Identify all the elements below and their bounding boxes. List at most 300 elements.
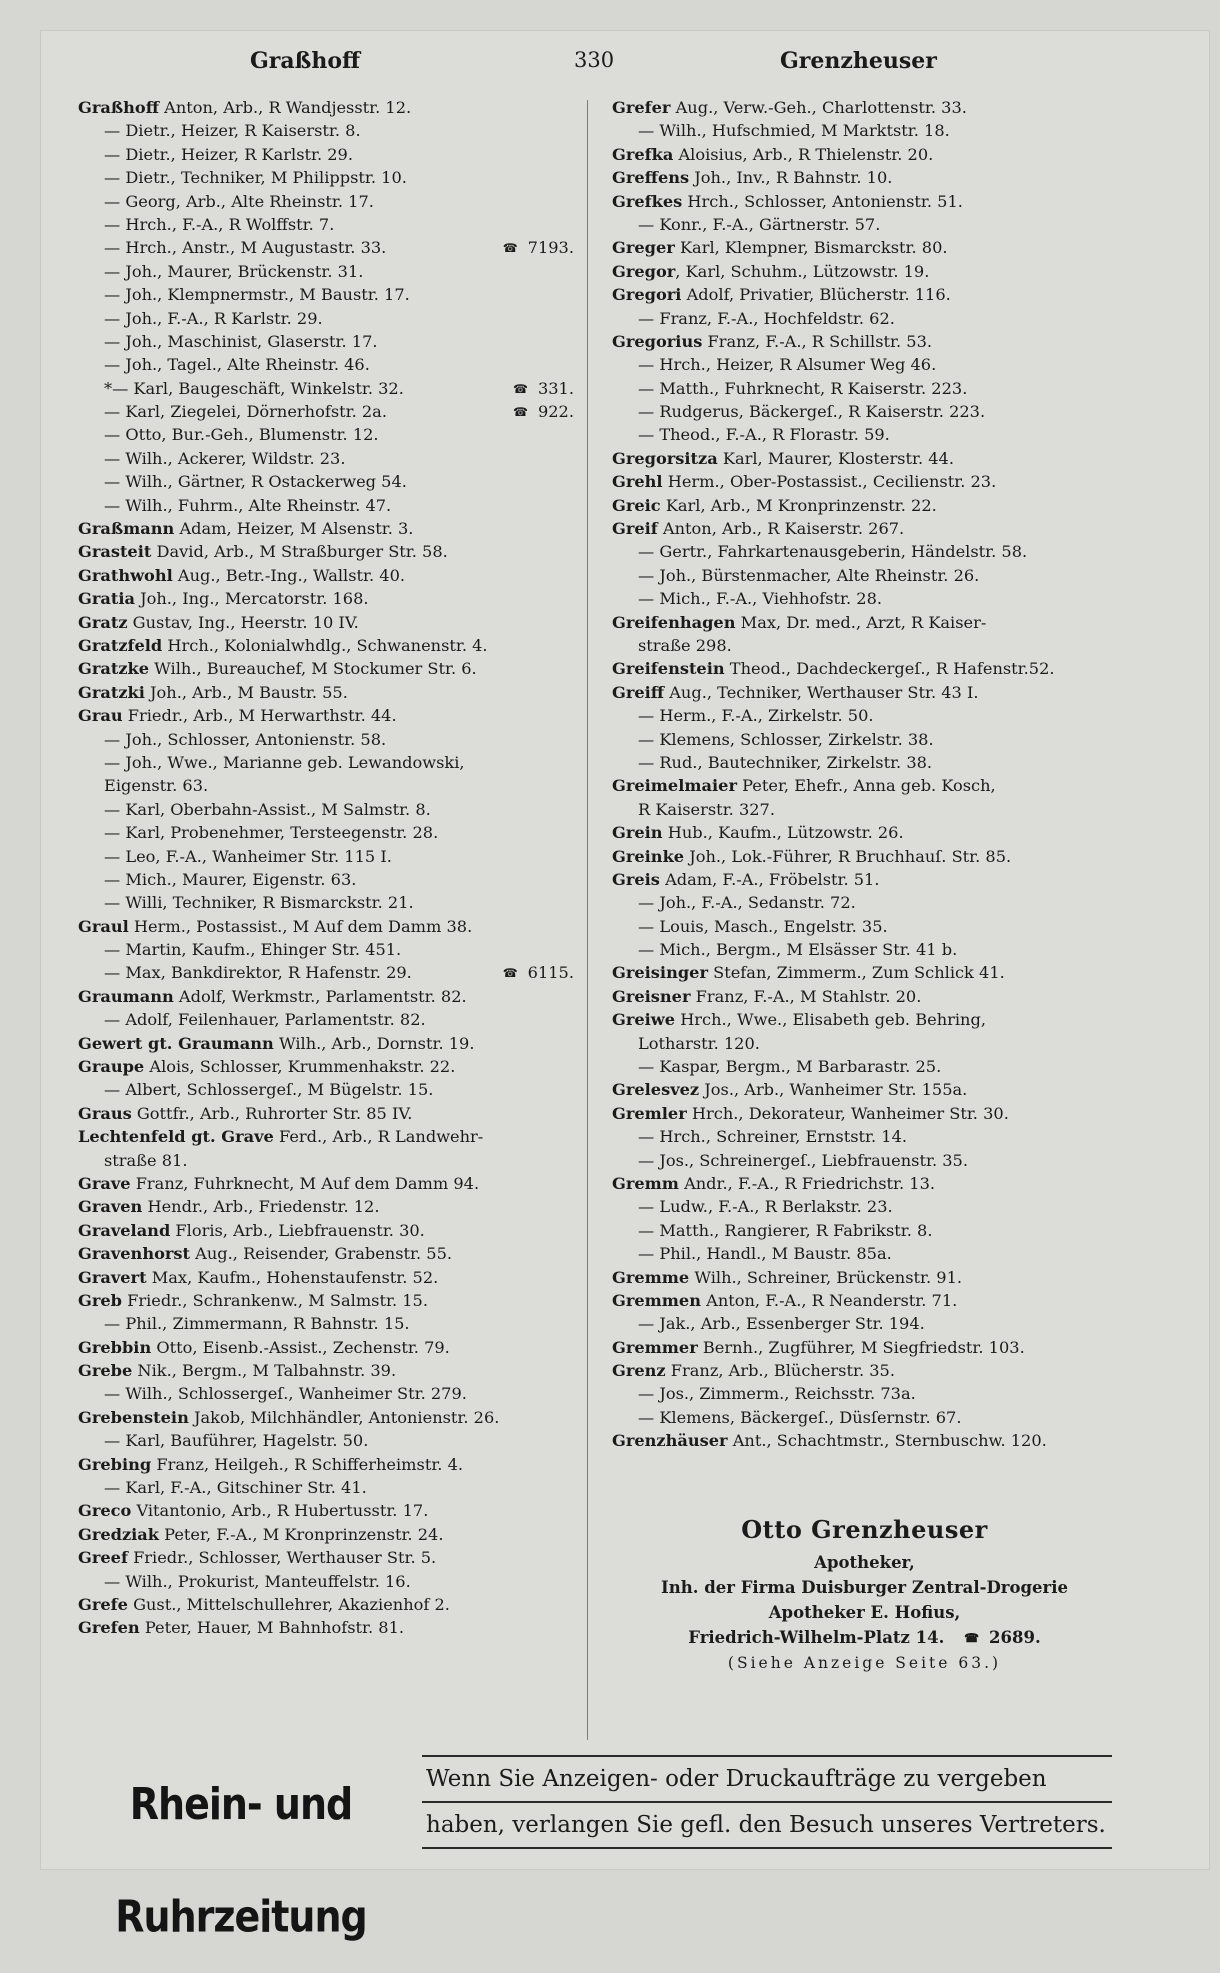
entry-surname: Graßmann — [78, 519, 175, 539]
directory-entry — [78, 774, 578, 797]
ad-phone-group — [964, 1628, 1041, 1647]
entry-text: — Karl, Oberbahn-Assist., M Salmstr. 8. — [104, 799, 431, 819]
entry-surname: Greinke — [612, 846, 685, 866]
entry-text: Andr., F.-A., R Friedrichstr. 13. — [678, 1173, 936, 1193]
entry-text: — Joh., Schlosser, Antonienstr. 58. — [104, 729, 387, 749]
entry-text: Herm., Ober-Postassist., Cecilienstr. 23. — [662, 472, 997, 492]
entry-surname: Gremmer — [612, 1337, 698, 1357]
directory-entry — [78, 1219, 578, 1242]
entry-surname: Gratzki — [78, 682, 145, 702]
entry-text: Joh., Inv., R Bahnstr. 10. — [689, 168, 893, 188]
entry-text: — Matth., Fuhrknecht, R Kaiserstr. 223. — [638, 378, 968, 398]
entry-text: — Joh., Klempnermstr., M Baustr. 17. — [104, 285, 410, 305]
entry-text: Friedr., Schlosser, Werthauser Str. 5. — [127, 1548, 437, 1568]
directory-entry — [612, 1219, 1117, 1242]
entry-text: — Karl, Ziegelei, Dörnerhofstr. 2a. — [104, 402, 387, 422]
directory-entry — [612, 143, 1117, 166]
directory-entry — [78, 447, 578, 470]
footer-line-1: Wenn Sie Anzeigen- oder Druckaufträge zu vergeben — [422, 1755, 1112, 1803]
directory-entry — [612, 307, 1117, 330]
entry-text: Bernh., Zugführer, M Siegfriedstr. 103. — [697, 1337, 1025, 1357]
directory-entry — [78, 681, 578, 704]
entry-text: Hrch., Kolonialwhdlg., Schwanenstr. 4. — [162, 635, 488, 655]
entry-text: Aloisius, Arb., R Thielenstr. 20. — [673, 144, 934, 164]
phone-number: 922. — [537, 402, 574, 422]
entry-text: Otto, Eisenb.-Assist., Zechenstr. 79. — [151, 1337, 450, 1357]
directory-entry — [78, 1289, 578, 1312]
entry-text: Aug., Techniker, Werthauser Str. 43 I. — [664, 682, 979, 702]
left-column — [78, 96, 578, 1640]
directory-entry — [78, 587, 578, 610]
directory-entry — [612, 774, 1117, 797]
directory-entry — [612, 1359, 1117, 1382]
directory-entry — [612, 494, 1117, 517]
directory-entry — [78, 1102, 578, 1125]
entry-text: Aug., Reisender, Grabenstr. 55. — [190, 1244, 453, 1264]
entry-text: — Hrch., Schreiner, Ernststr. 14. — [638, 1127, 908, 1147]
entry-text: — Otto, Bur.-Geh., Blumenstr. 12. — [104, 425, 379, 445]
entry-text: — Klemens, Schlosser, Zirkelstr. 38. — [638, 729, 934, 749]
entry-text: Ferd., Arb., R Landwehr- — [273, 1127, 484, 1147]
entry-text: Joh., Ing., Mercatorstr. 168. — [134, 589, 369, 609]
directory-entry — [78, 494, 578, 517]
entry-surname: Greisinger — [612, 963, 708, 983]
ad-see-page: (Siehe Anzeige Seite 63.) — [727, 1654, 1002, 1672]
entry-surname: Greisner — [612, 986, 691, 1006]
entry-text: — Wilh., Schlossergeſ., Wanheimer Str. 279. — [104, 1384, 467, 1404]
entry-text: Jos., Arb., Wanheimer Str. 155a. — [699, 1080, 968, 1100]
phone-icon: ☎ — [513, 381, 528, 396]
entry-text: Karl, Arb., M Kronprinzenstr. 22. — [660, 495, 937, 515]
directory-entry — [612, 681, 1117, 704]
directory-entry — [78, 1593, 578, 1616]
directory-entry — [612, 938, 1117, 961]
directory-entry — [612, 119, 1117, 142]
entry-text: Aug., Verw.-Geh., Charlottenstr. 33. — [670, 98, 967, 117]
directory-entry — [612, 540, 1117, 563]
entry-text: — Karl, Probenehmer, Tersteegenstr. 28. — [104, 823, 439, 843]
directory-entry — [612, 915, 1117, 938]
directory-entry — [612, 353, 1117, 376]
entry-text: — Phil., Zimmermann, R Bahnstr. 15. — [104, 1314, 410, 1334]
directory-entry — [612, 1289, 1117, 1312]
entry-surname: Grathwohl — [78, 565, 173, 585]
entry-text: Friedr., Arb., M Herwarthstr. 44. — [122, 706, 397, 726]
entry-surname: Grebe — [78, 1361, 133, 1381]
entry-text: David, Arb., M Straßburger Str. 58. — [151, 542, 448, 562]
entry-surname: Gremler — [612, 1103, 687, 1123]
entry-text: — Joh., Maschinist, Glaserstr. 17. — [104, 331, 378, 351]
directory-entry — [78, 330, 578, 353]
ad-firm-line-2: Apotheker E. Hofius, — [768, 1603, 961, 1622]
entry-text: Franz, Fuhrknecht, M Auf dem Damm 94. — [130, 1173, 480, 1193]
entry-text: Friedr., Schrankenw., M Salmstr. 15. — [121, 1290, 428, 1310]
entry-surname: Gratia — [78, 589, 135, 609]
entry-phone — [513, 377, 574, 400]
directory-entry — [612, 423, 1117, 446]
entry-text: Joh., Arb., M Baustr. 55. — [144, 682, 348, 702]
entry-text: — Jos., Schreinergeſ., Liebfrauenstr. 35. — [638, 1150, 968, 1170]
directory-entry — [612, 751, 1117, 774]
entry-text: Hrch., Wwe., Elisabeth geb. Behring, — [675, 1010, 986, 1030]
right-column — [612, 96, 1117, 1453]
directory-entry — [612, 1102, 1117, 1125]
entry-surname: Gremm — [612, 1173, 679, 1193]
phone-icon: ☎ — [502, 241, 518, 256]
directory-entry — [612, 517, 1117, 540]
directory-entry — [78, 1078, 578, 1101]
directory-entry — [78, 1453, 578, 1476]
directory-entry — [612, 447, 1117, 470]
entry-text: straße 81. — [104, 1150, 188, 1170]
entry-surname: Greb — [78, 1290, 122, 1310]
directory-entry — [78, 540, 578, 563]
entry-text: Theod., Dachdeckergeſ., R Hafenstr.52. — [724, 659, 1055, 679]
entry-text: Hrch., Schlosser, Antonienstr. 51. — [682, 191, 963, 211]
directory-entry — [78, 938, 578, 961]
entry-text: Gust., Mittelschullehrer, Akazienhof 2. — [127, 1595, 450, 1614]
entry-text: Anton, Arb., R Wandjesstr. 12. — [159, 98, 412, 117]
entry-surname: Gremme — [612, 1267, 690, 1287]
entry-surname: Greis — [612, 869, 660, 889]
directory-entry — [612, 236, 1117, 259]
directory-entry — [612, 166, 1117, 189]
entry-surname: Gregor — [612, 261, 676, 281]
entry-surname: Gravert — [78, 1267, 147, 1287]
entry-text: Hub., Kaufm., Lützowstr. 26. — [662, 823, 904, 843]
ad-phone: 2689. — [989, 1628, 1041, 1647]
entry-text: — Karl, Bauführer, Hagelstr. 50. — [104, 1431, 369, 1451]
entry-text: — Willi, Techniker, R Bismarckstr. 21. — [104, 893, 414, 913]
entry-phone — [503, 236, 574, 259]
entry-surname: Graven — [78, 1197, 143, 1217]
footer-ad — [70, 1755, 1120, 1942]
entry-surname: Graus — [78, 1103, 132, 1123]
entry-surname: Gregorsitza — [612, 448, 718, 468]
entry-text: — Max, Bankdirektor, R Hafenstr. 29. — [104, 963, 412, 983]
entry-text: Wilh., Bureauchef, M Stockumer Str. 6. — [149, 659, 477, 679]
entry-text: R Kaiserstr. 327. — [638, 799, 775, 819]
directory-entry — [612, 213, 1117, 236]
entry-surname: Greger — [612, 238, 675, 258]
entry-text: Adolf, Werkmstr., Parlamentstr. 82. — [173, 986, 467, 1006]
entry-text: — Martin, Kaufm., Ehinger Str. 451. — [104, 940, 402, 960]
entry-text: — Joh., F.-A., Sedanstr. 72. — [638, 893, 856, 913]
entry-text: — Rud., Bautechniker, Zirkelstr. 38. — [638, 752, 933, 772]
entry-text: — Wilh., Gärtner, R Ostackerweg 54. — [104, 472, 407, 492]
directory-entry — [78, 1032, 578, 1055]
entry-surname: Grau — [78, 706, 123, 726]
directory-entry — [78, 1406, 578, 1429]
directory-entry — [612, 1336, 1117, 1359]
entry-text: — Matth., Rangierer, R Fabrikstr. 8. — [638, 1220, 933, 1240]
directory-entry — [612, 891, 1117, 914]
entry-text: Hendr., Arb., Friedenstr. 12. — [142, 1197, 380, 1217]
entry-text: Herm., Postassist., M Auf dem Damm 38. — [128, 916, 473, 936]
entry-text: Karl, Maurer, Klosterstr. 44. — [717, 448, 954, 468]
entry-text: Max, Kaufm., Hohenstaufenstr. 52. — [146, 1267, 439, 1287]
entry-surname: Graumann — [78, 986, 174, 1006]
entry-text: Franz, F.-A., M Stahlstr. 20. — [690, 986, 922, 1006]
directory-entry — [78, 307, 578, 330]
directory-entry — [612, 1406, 1117, 1429]
directory-entry — [612, 190, 1117, 213]
entry-text: Gustav, Ing., Heerstr. 10 IV. — [127, 612, 359, 632]
directory-entry — [78, 190, 578, 213]
entry-text: — Mich., Maurer, Eigenstr. 63. — [104, 869, 357, 889]
entry-text: straße 298. — [638, 635, 732, 655]
entry-text: Anton, F.-A., R Neanderstr. 71. — [700, 1290, 958, 1310]
page-number: 330 — [574, 48, 615, 72]
directory-entry — [612, 798, 1117, 821]
ad-name: Otto Grenzheuser — [741, 1515, 988, 1544]
directory-entry — [612, 283, 1117, 306]
directory-entry — [78, 260, 578, 283]
entry-surname: Grenzhäuser — [612, 1431, 728, 1451]
phone-number: 6115. — [527, 963, 574, 983]
directory-entry — [78, 423, 578, 446]
entry-surname: Graßhoff — [78, 98, 159, 117]
entry-text: — Dietr., Heizer, R Kaiserstr. 8. — [104, 121, 361, 141]
entry-surname: Lechtenfeld gt. Grave — [78, 1127, 274, 1147]
directory-entry — [78, 96, 578, 119]
directory-entry — [612, 1172, 1117, 1195]
entry-surname: Grefer — [612, 98, 671, 117]
entry-text: — Mich., F.-A., Viehhofstr. 28. — [638, 589, 883, 609]
entry-text: Alois, Schlosser, Krummenhakstr. 22. — [144, 1057, 456, 1077]
entry-text: Franz, Arb., Blücherstr. 35. — [665, 1361, 895, 1381]
directory-entry — [78, 377, 578, 400]
entry-text: — Kaspar, Bergm., M Barbarastr. 25. — [638, 1057, 942, 1077]
entry-surname: Gregorius — [612, 331, 703, 351]
directory-entry — [612, 657, 1117, 680]
entry-text: Jakob, Milchhändler, Antonienstr. 26. — [188, 1407, 500, 1427]
directory-entry — [78, 1429, 578, 1452]
directory-entry — [78, 143, 578, 166]
entry-text: — Leo, F.-A., Wanheimer Str. 115 I. — [104, 846, 392, 866]
entry-text: Joh., Lok.-Führer, R Bruchhauſ. Str. 85. — [684, 846, 1012, 866]
directory-entry — [78, 1359, 578, 1382]
entry-text: — Dietr., Techniker, M Philippstr. 10. — [104, 168, 407, 188]
entry-surname: Grelesvez — [612, 1080, 700, 1100]
directory-entry — [78, 751, 578, 774]
entry-surname: Gregori — [612, 285, 682, 305]
directory-entry — [612, 634, 1117, 657]
column-divider — [587, 100, 588, 1740]
entry-text: — Herm., F.-A., Zirkelstr. 50. — [638, 706, 874, 726]
directory-entry — [78, 611, 578, 634]
directory-entry — [78, 985, 578, 1008]
entry-surname: Gewert gt. Graumann — [78, 1033, 274, 1053]
directory-entry — [78, 1570, 578, 1593]
entry-text: *— Karl, Baugeschäft, Winkelstr. 32. — [104, 378, 404, 398]
entry-text: — Wilh., Ackerer, Wildstr. 23. — [104, 448, 346, 468]
entry-surname: Greif — [612, 519, 658, 539]
entry-text: Eigenstr. 63. — [104, 776, 209, 796]
entry-surname: Grasteit — [78, 542, 152, 562]
directory-entry — [78, 1149, 578, 1172]
entry-surname: Greimelmaier — [612, 776, 737, 796]
entry-text: Anton, Arb., R Kaiserstr. 267. — [657, 519, 905, 539]
entry-text: Vitantonio, Arb., R Hubertusstr. 17. — [131, 1501, 429, 1521]
directory-entry — [78, 1125, 578, 1148]
phone-number: 7193. — [527, 238, 574, 258]
entry-text: — Jos., Zimmerm., Reichsstr. 73a. — [638, 1384, 916, 1404]
entry-surname: Grebing — [78, 1454, 152, 1474]
entry-text: Gottfr., Arb., Ruhrorter Str. 85 IV. — [131, 1103, 413, 1123]
directory-entry — [612, 564, 1117, 587]
directory-entry — [612, 330, 1117, 353]
directory-entry — [612, 821, 1117, 844]
entry-text: — Albert, Schlossergeſ., M Bügelstr. 15. — [104, 1080, 434, 1100]
directory-entry — [78, 1195, 578, 1218]
directory-entry — [612, 1242, 1117, 1265]
directory-entry — [78, 728, 578, 751]
entry-text: — Hrch., F.-A., R Wolffstr. 7. — [104, 214, 335, 234]
entry-text: — Wilh., Prokurist, Manteuffelstr. 16. — [104, 1571, 411, 1591]
entry-surname: Greifenhagen — [612, 612, 736, 632]
entry-text: Wilh., Arb., Dornstr. 19. — [273, 1033, 475, 1053]
directory-entry — [612, 470, 1117, 493]
entry-surname: Grebenstein — [78, 1407, 189, 1427]
entry-surname: Gratzke — [78, 659, 150, 679]
directory-entry — [78, 821, 578, 844]
directory-entry — [612, 1032, 1117, 1055]
directory-entry — [78, 1546, 578, 1569]
entry-surname: Greef — [78, 1548, 128, 1568]
phone-icon: ☎ — [502, 966, 518, 981]
entry-text: Franz, F.-A., R Schillstr. 53. — [702, 331, 933, 351]
footer-line-2: haben, verlangen Sie gefl. den Besuch unseres Vertreters. — [422, 1803, 1112, 1849]
entry-text: — Joh., Wwe., Marianne geb. Lewandowski, — [104, 752, 465, 772]
directory-entry — [78, 1172, 578, 1195]
header-left-word: Graßhoff — [250, 48, 361, 74]
entry-surname: Graveland — [78, 1220, 171, 1240]
entry-surname: Grehl — [612, 472, 663, 492]
entry-text: — Dietr., Heizer, R Karlstr. 29. — [104, 144, 353, 164]
ad-profession: Apotheker, — [814, 1553, 915, 1572]
entry-surname: Grebbin — [78, 1337, 152, 1357]
entry-text: Nik., Bergm., M Talbahnstr. 39. — [132, 1361, 397, 1381]
directory-entry — [78, 915, 578, 938]
entry-surname: Grefe — [78, 1595, 128, 1614]
entry-surname: Grefen — [78, 1618, 140, 1638]
entry-text: Adam, F.-A., Fröbelstr. 51. — [659, 869, 880, 889]
directory-entry — [612, 611, 1117, 634]
directory-entry — [78, 1242, 578, 1265]
entry-surname: Gratz — [78, 612, 128, 632]
directory-entry — [612, 1312, 1117, 1335]
directory-entry — [78, 213, 578, 236]
entry-surname: Grefka — [612, 144, 674, 164]
directory-entry — [78, 1523, 578, 1546]
directory-entry — [78, 634, 578, 657]
entry-text: Aug., Betr.-Ing., Wallstr. 40. — [172, 565, 406, 585]
directory-entry — [78, 400, 578, 423]
entry-text: — Mich., Bergm., M Elsässer Str. 41 b. — [638, 940, 958, 960]
entry-text: Floris, Arb., Liebfrauenstr. 30. — [170, 1220, 425, 1240]
entry-surname: Gravenhorst — [78, 1244, 191, 1264]
entry-text: — Gertr., Fahrkartenausgeberin, Händelstr. 58. — [638, 542, 1028, 562]
directory-entry — [612, 1429, 1117, 1452]
entry-text: — Adolf, Feilenhauer, Parlamentstr. 82. — [104, 1010, 426, 1030]
directory-entry — [78, 1499, 578, 1522]
newspaper-logo: Rhein- und Ruhrzeitung — [115, 1778, 367, 1942]
directory-entry — [78, 517, 578, 540]
directory-entry — [78, 470, 578, 493]
directory-entry — [78, 1266, 578, 1289]
ad-firm-line: Inh. der Firma Duisburger Zentral-Drogerie — [661, 1578, 1068, 1597]
directory-entry — [612, 728, 1117, 751]
directory-entry — [612, 1125, 1117, 1148]
phone-icon: ☎ — [513, 405, 528, 420]
entry-text: Stefan, Zimmerm., Zum Schlick 41. — [707, 963, 1005, 983]
directory-entry — [612, 985, 1117, 1008]
entry-text: Wilh., Schreiner, Brückenstr. 91. — [689, 1267, 963, 1287]
advertisement — [612, 1515, 1117, 1676]
entry-text: — Louis, Masch., Engelstr. 35. — [638, 916, 888, 936]
directory-entry — [78, 236, 578, 259]
directory-entry — [78, 657, 578, 680]
entry-surname: Grave — [78, 1173, 131, 1193]
entry-text: — Joh., Bürstenmacher, Alte Rheinstr. 26. — [638, 565, 980, 585]
directory-entry — [78, 1336, 578, 1359]
directory-entry — [78, 961, 578, 984]
directory-entry — [612, 587, 1117, 610]
entry-surname: Gredziak — [78, 1524, 160, 1544]
directory-entry — [78, 166, 578, 189]
directory-entry — [78, 845, 578, 868]
entry-text: — Hrch., Heizer, R Alsumer Weg 46. — [638, 355, 937, 375]
ad-address: Friedrich-Wilhelm-Platz 14. — [688, 1628, 945, 1647]
entry-surname: Graupe — [78, 1057, 145, 1077]
entry-text: — Rudgerus, Bäckergeſ., R Kaiserstr. 223. — [638, 402, 986, 422]
directory-entry — [612, 96, 1117, 119]
entry-text: Max, Dr. med., Arzt, R Kaiser- — [735, 612, 987, 632]
entry-text: — Karl, F.-A., Gitschiner Str. 41. — [104, 1478, 367, 1498]
entry-text: — Klemens, Bäckergeſ., Düsſernstr. 67. — [638, 1407, 962, 1427]
entry-surname: Grefkes — [612, 191, 683, 211]
entry-text: Lotharstr. 120. — [638, 1033, 760, 1053]
directory-entry — [78, 564, 578, 587]
header-right-word: Grenzheuser — [780, 48, 937, 74]
phone-number: 331. — [537, 378, 574, 398]
directory-entry — [78, 1476, 578, 1499]
directory-entry — [612, 868, 1117, 891]
directory-entry — [78, 1616, 578, 1639]
directory-entry — [78, 283, 578, 306]
phone-icon: ☎ — [964, 1631, 980, 1645]
directory-entry — [612, 400, 1117, 423]
entry-text: Peter, F.-A., M Kronprinzenstr. 24. — [159, 1524, 444, 1544]
directory-entry — [78, 119, 578, 142]
entry-text: — Ludw., F.-A., R Berlakstr. 23. — [638, 1197, 893, 1217]
entry-text: — Joh., Maurer, Brückenstr. 31. — [104, 261, 364, 281]
entry-text: Ant., Schachtmstr., Sternbuschw. 120. — [727, 1431, 1047, 1451]
directory-entry — [78, 353, 578, 376]
directory-entry — [612, 1382, 1117, 1405]
directory-entry — [612, 1055, 1117, 1078]
entry-surname: Gratzfeld — [78, 635, 163, 655]
entry-text: , Karl, Schuhm., Lützowstr. 19. — [675, 261, 930, 281]
entry-text: — Joh., F.-A., R Karlstr. 29. — [104, 308, 323, 328]
entry-text: — Phil., Handl., M Baustr. 85a. — [638, 1244, 892, 1264]
entry-text: Franz, Heilgeh., R Schifferheimstr. 4. — [151, 1454, 464, 1474]
directory-entry — [78, 704, 578, 727]
entry-text: — Konr., F.-A., Gärtnerstr. 57. — [638, 214, 881, 234]
directory-entry — [78, 798, 578, 821]
entry-phone — [503, 961, 574, 984]
